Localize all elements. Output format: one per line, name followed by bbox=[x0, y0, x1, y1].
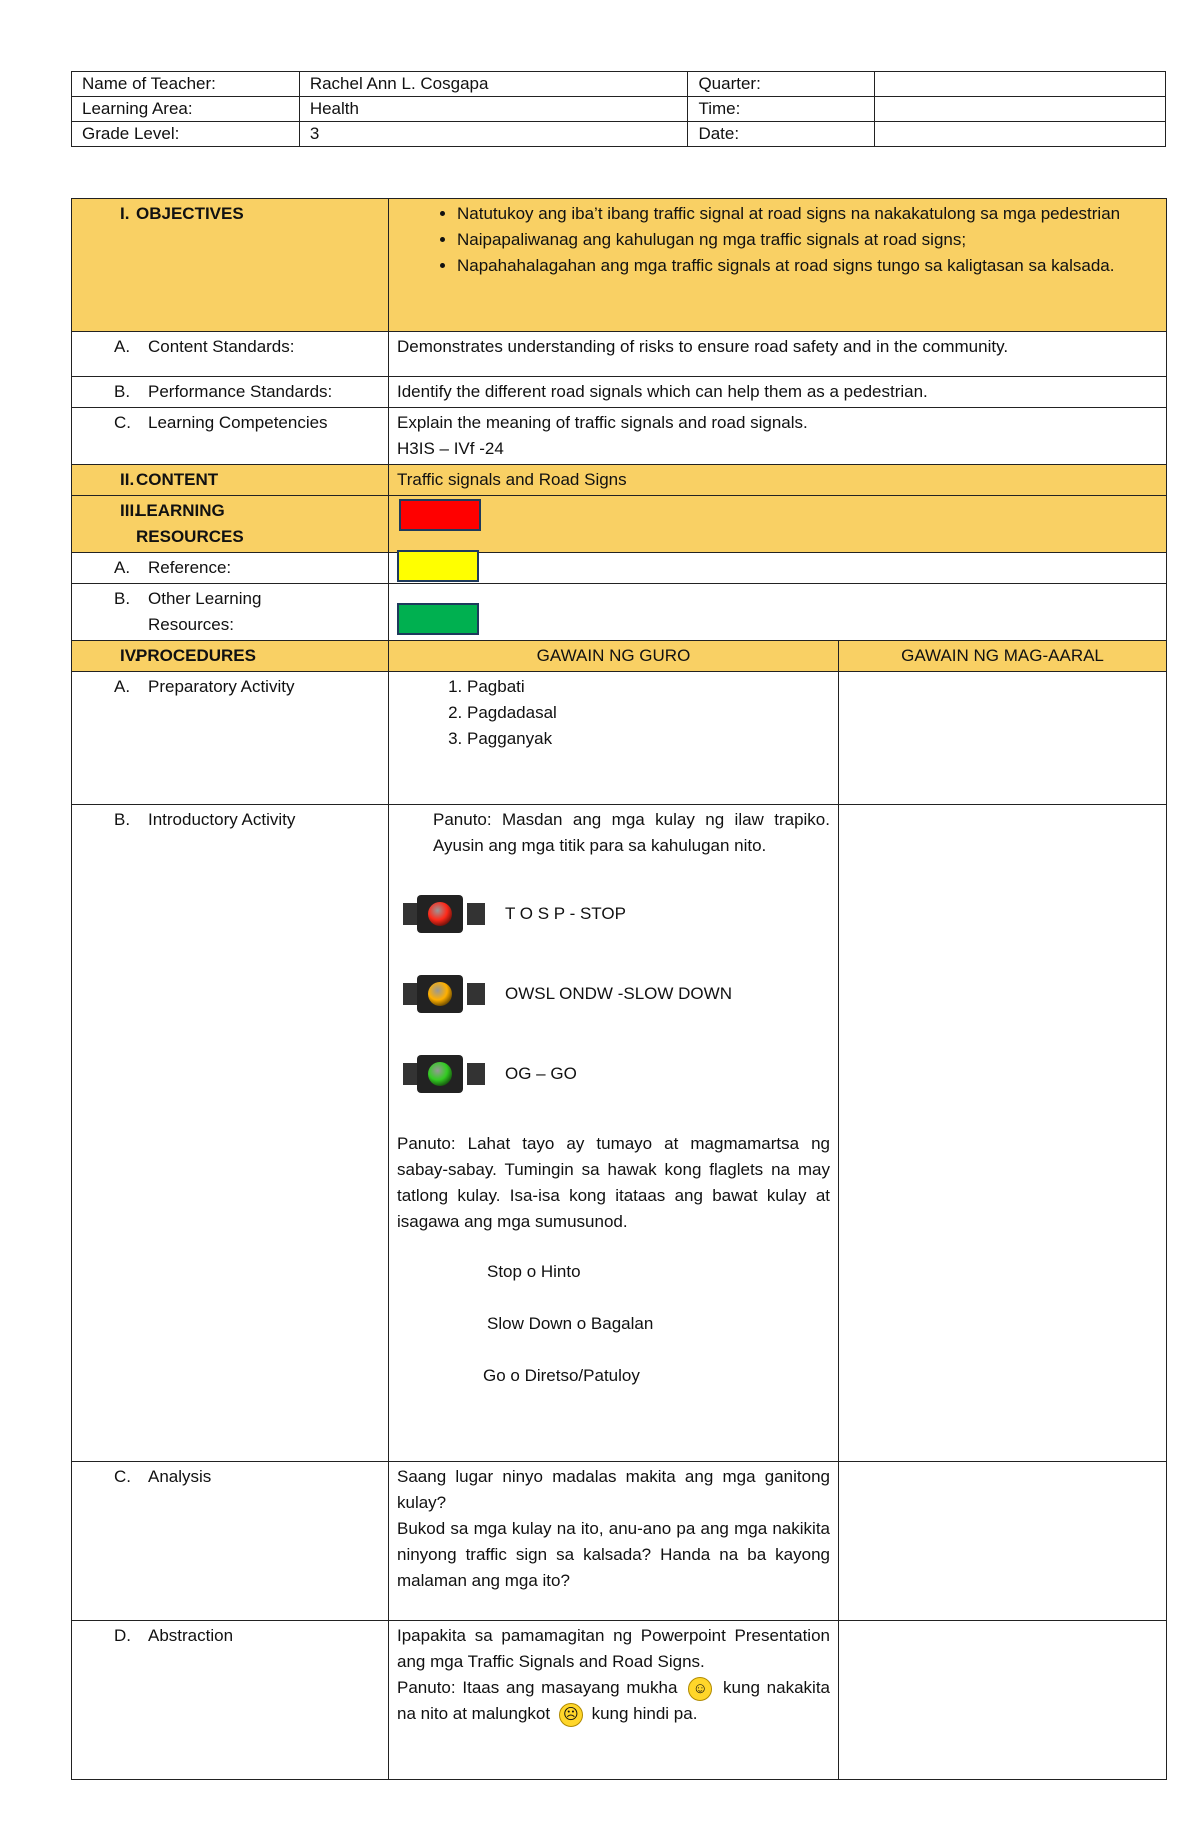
yellow-color-swatch bbox=[397, 550, 479, 582]
content-standards-value: Demonstrates understanding of risks to ensure road safety and in the community. bbox=[389, 332, 1167, 377]
student-cell bbox=[839, 805, 1167, 1462]
abstraction-row bbox=[72, 1621, 1167, 1780]
preparatory-list bbox=[397, 674, 830, 752]
reference-row bbox=[72, 553, 1167, 584]
introductory-label: Introductory Activity bbox=[148, 810, 296, 829]
student-column-header: GAWAIN NG MAG-AARAL bbox=[839, 641, 1167, 672]
traffic-light-label: OG – GO bbox=[505, 1064, 577, 1083]
command-item: Stop o Hinto bbox=[487, 1262, 581, 1281]
objective-item: • Napahahalagahan ang mga traffic signals at road signs tungo sa kaligtasan sa kalsada. bbox=[457, 253, 1158, 279]
resources-row bbox=[72, 496, 1167, 553]
item-letter: C. bbox=[114, 1467, 131, 1486]
objectives-row bbox=[72, 199, 1167, 332]
red-color-swatch bbox=[399, 499, 481, 531]
item-letter: D. bbox=[114, 1626, 131, 1645]
resources-title-line2: RESOURCES bbox=[136, 527, 244, 546]
preparatory-item: 3. Pagganyak bbox=[467, 726, 830, 752]
abstraction-instruction-c: kung hindi pa. bbox=[591, 1704, 698, 1723]
teacher-value: Rachel Ann L. Cosgapa bbox=[299, 72, 688, 97]
content-standards-label: Content Standards: bbox=[148, 337, 295, 356]
introductory-instruction: Panuto: Masdan ang mga kulay ng ilaw trapiko. Ayusin ang mga titik para sa kahulugan nito. bbox=[433, 810, 830, 855]
analysis-label: Analysis bbox=[148, 1467, 212, 1486]
analysis-question: Saang lugar ninyo madalas makita ang mga ganitong kulay? bbox=[397, 1467, 830, 1512]
abstraction-instruction-a: Panuto: Itaas ang masayang mukha bbox=[397, 1678, 678, 1697]
time-label: Time: bbox=[688, 97, 875, 122]
content-row bbox=[72, 465, 1167, 496]
item-letter: C. bbox=[114, 413, 131, 432]
content-value: Traffic signals and Road Signs bbox=[389, 465, 1167, 496]
traffic-light-item bbox=[395, 1039, 830, 1109]
header-table bbox=[71, 71, 1166, 147]
traffic-light-label: OWSL ONDW -SLOW DOWN bbox=[505, 984, 732, 1003]
quarter-value bbox=[875, 72, 1166, 97]
header-row bbox=[72, 122, 1166, 147]
date-label: Date: bbox=[688, 122, 875, 147]
section-number: IV. bbox=[120, 646, 140, 665]
section-number: III. bbox=[120, 501, 139, 520]
objective-item: • Naipapaliwanag ang kahulugan ng mga traffic signals at road signs; bbox=[457, 227, 1158, 253]
procedures-title: PROCEDURES bbox=[136, 646, 256, 665]
red-traffic-light-icon bbox=[395, 889, 483, 939]
item-letter: B. bbox=[114, 382, 131, 401]
abstraction-instruction-b: kung nakakita na nito at malungkot bbox=[397, 1678, 830, 1723]
content-title: CONTENT bbox=[136, 470, 219, 489]
area-value: Health bbox=[299, 97, 688, 122]
other-resources-label-line2: Resources: bbox=[148, 615, 234, 634]
item-letter: A. bbox=[114, 677, 131, 696]
abstraction-text: Ipapakita sa pamamagitan ng Powerpoint Presentation ang mga Traffic Signals and Road Signs. bbox=[397, 1626, 830, 1671]
objectives-title: OBJECTIVES bbox=[136, 204, 244, 223]
introductory-row bbox=[72, 805, 1167, 1462]
teacher-column-header: GAWAIN NG GURO bbox=[389, 641, 839, 672]
item-letter: A. bbox=[114, 337, 131, 356]
command-item: Go o Diretso/Patuloy bbox=[483, 1366, 640, 1385]
preparatory-item: 2. Pagdadasal bbox=[467, 700, 830, 726]
area-label: Learning Area: bbox=[72, 97, 300, 122]
teacher-label: Name of Teacher: bbox=[72, 72, 300, 97]
green-traffic-light-icon bbox=[395, 1049, 483, 1099]
header-row bbox=[72, 97, 1166, 122]
performance-standards-label: Performance Standards: bbox=[148, 382, 333, 401]
time-value bbox=[875, 97, 1166, 122]
abstraction-label: Abstraction bbox=[148, 1626, 234, 1645]
content-standards-row bbox=[72, 332, 1167, 377]
section-number: I. bbox=[120, 204, 130, 223]
performance-standards-row bbox=[72, 377, 1167, 408]
preparatory-label: Preparatory Activity bbox=[148, 677, 295, 696]
resources-title-line1: LEARNING bbox=[136, 501, 225, 520]
preparatory-item: 1. Pagbati bbox=[467, 674, 830, 700]
procedures-header-row bbox=[72, 641, 1167, 672]
header-row bbox=[72, 72, 1166, 97]
performance-standards-value: Identify the different road signals which can help them as a pedestrian. bbox=[389, 377, 1167, 408]
competencies-row bbox=[72, 408, 1167, 465]
other-resources-row bbox=[72, 584, 1167, 641]
smiley-face-icon: ☺ bbox=[688, 1677, 712, 1701]
grade-value: 3 bbox=[299, 122, 688, 147]
competency-code: H3IS – IVf -24 bbox=[397, 439, 504, 458]
preparatory-row bbox=[72, 672, 1167, 805]
green-color-swatch bbox=[397, 603, 479, 635]
objective-item: • Natutukoy ang iba’t ibang traffic signal at road signs na nakakatulong sa mga pedestrian bbox=[457, 201, 1158, 227]
section-number: II. bbox=[120, 470, 135, 489]
yellow-traffic-light-icon bbox=[395, 969, 483, 1019]
competencies-label: Learning Competencies bbox=[148, 413, 328, 432]
analysis-row bbox=[72, 1462, 1167, 1621]
other-resources-label-line1: Other Learning bbox=[148, 589, 262, 608]
quarter-label: Quarter: bbox=[688, 72, 875, 97]
student-cell bbox=[839, 1462, 1167, 1621]
competencies-value: Explain the meaning of traffic signals and road signals. bbox=[397, 413, 808, 432]
reference-label: Reference: bbox=[148, 558, 232, 577]
traffic-light-label: T O S P - STOP bbox=[505, 904, 626, 923]
command-item: Slow Down o Bagalan bbox=[487, 1314, 654, 1333]
analysis-question: Bukod sa mga kulay na ito, anu-ano pa ang mga nakikita ninyong traffic sign sa kalsada? Handa na ba kayong malaman ang mga ito? bbox=[397, 1519, 830, 1590]
objectives-list bbox=[397, 201, 1158, 279]
lesson-plan-table bbox=[71, 198, 1167, 1780]
traffic-light-item bbox=[395, 959, 830, 1029]
sad-face-icon: ☹ bbox=[559, 1703, 583, 1727]
student-cell bbox=[839, 672, 1167, 805]
date-value bbox=[875, 122, 1166, 147]
item-letter: B. bbox=[114, 810, 131, 829]
flaglets-instruction: Panuto: Lahat tayo ay tumayo at magmamartsa ng sabay-sabay. Tumingin sa hawak kong flaglets na may tatlong kulay. Isa-isa kong itataas ang bawat kulay at isagawa ang mga sumusunod. bbox=[397, 1134, 830, 1231]
traffic-light-item bbox=[395, 879, 830, 949]
item-letter: B. bbox=[114, 589, 131, 608]
grade-label: Grade Level: bbox=[72, 122, 300, 147]
student-cell bbox=[839, 1621, 1167, 1780]
item-letter: A. bbox=[114, 558, 131, 577]
